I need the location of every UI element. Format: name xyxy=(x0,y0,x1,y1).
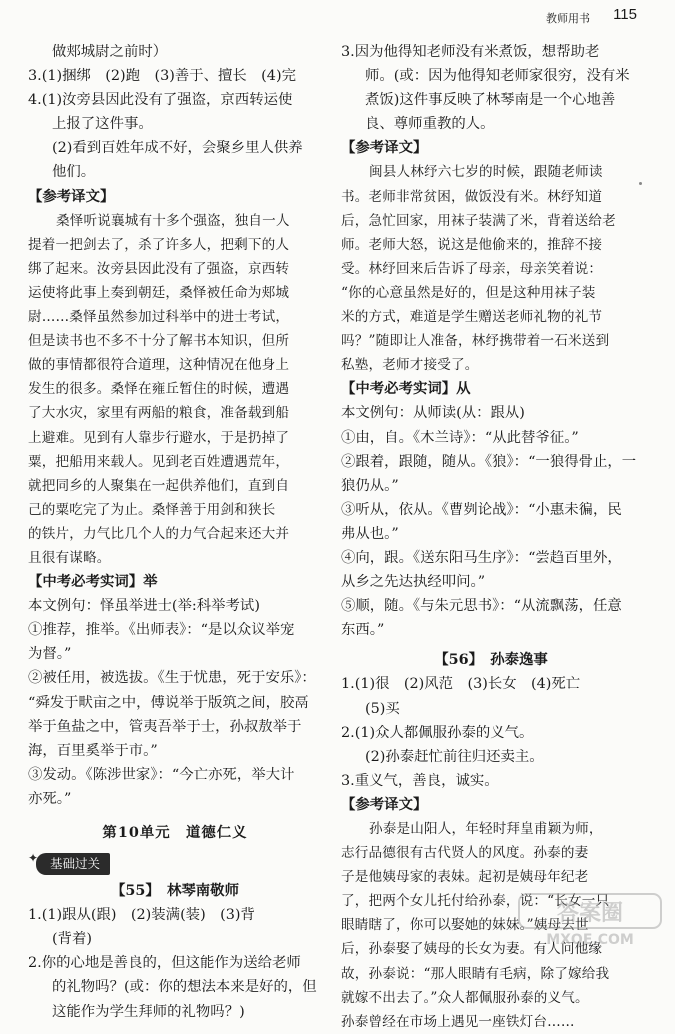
vocab-line: 举于鱼盐之中，管夷吾举于士，孙叔敖举于 xyxy=(28,718,302,735)
answer-line: 3.重义气，善良，诚实。 xyxy=(341,772,499,789)
translation-line: 且很有谋略。 xyxy=(28,549,111,566)
vocab-line: 为督。” xyxy=(28,646,72,663)
vocab-line: ②被任用，被选拔。《生于忧患，死于安乐》： xyxy=(28,670,316,687)
vocab-line: ③听从，依从。《曹刿论战》：“小惠未徧，民 xyxy=(341,501,622,518)
translation-line: 尉……桑怿虽然参加过科举中的进士考试， xyxy=(28,309,290,326)
answer-line: 1.(1)跟从(跟) (2)装满(装) (3)背 xyxy=(28,907,255,924)
answer-line: 3.(1)捆绑 (2)跑 (3)善于、擅长 (4)完 xyxy=(28,68,296,85)
right-column xyxy=(341,40,641,1034)
section-heading: 【参考译文】 xyxy=(28,187,115,205)
translation-line: “你的心意虽然是好的，但是这种用袜子装 xyxy=(341,284,596,301)
answer-line: (背着) xyxy=(52,931,93,948)
vocab-line: 本文例句：从师读(从：跟从) xyxy=(341,405,525,422)
answer-line: (5)买 xyxy=(365,700,400,717)
translation-line: 绑了起来。汝旁县因此没有了强盗，京西转 xyxy=(28,260,290,277)
answer-line: 师。(或：因为他得知老师家很穷，没有米 xyxy=(365,68,630,85)
left-column xyxy=(28,40,322,1024)
translation-line: 后，急忙回家，用袜子装满了米，背着送给老 xyxy=(341,212,616,229)
answer-line: 的礼物吗？(或：你的想法本来是好的，但 xyxy=(52,979,317,996)
vocab-line: 从乡之先达执经叩问。” xyxy=(341,574,486,591)
translation-line: 眼睛瞎了，你可以娶她的妹妹。”姨母去世 xyxy=(341,917,589,934)
translation-line: 闽县人林纾六七岁的时候，跟随老师读 xyxy=(369,164,603,181)
answer-line: (2)孙泰赶忙前往归还卖主。 xyxy=(365,748,544,765)
section-badge xyxy=(28,851,110,875)
translation-line: 做的事情都很符合道理，这种情况在他身上 xyxy=(28,357,290,374)
section-heading: 【中考必考实词】从 xyxy=(341,380,471,398)
answer-line: 煮饭)这件事反映了林琴南是一个心地善 xyxy=(365,92,616,109)
vocab-line: ⑤顺，随。《与朱元思书》：“从流飘荡，任意 xyxy=(341,598,622,615)
badge-sparkle-icon: ✦ xyxy=(28,851,39,866)
vocab-line: 亦死。” xyxy=(28,790,72,807)
translation-line: 故，孙泰说：“那人眼睛有毛病，除了嫁给我 xyxy=(341,965,610,982)
page-number: 115 xyxy=(613,6,637,23)
page-header xyxy=(0,0,675,30)
translation-line: 书。老师非常贫困，做饭没有米。林纾知道 xyxy=(341,188,603,205)
vocab-line: ③发动。《陈涉世家》：“今亡亦死，举大计 xyxy=(28,766,295,783)
vocab-line: 弗从也。” xyxy=(341,525,399,542)
watermark-logo xyxy=(515,890,665,950)
answer-line: 3.因为他得知老师没有米煮饭，想帮助老 xyxy=(341,44,600,60)
svg-text:MXQE.COM: MXQE.COM xyxy=(546,932,634,948)
answer-line: 1.(1)很 (2)风范 (3)长女 (4)死亡 xyxy=(341,676,581,693)
vocab-line: 东西。” xyxy=(341,622,385,639)
translation-line: 发生的很多。桑怿在雍丘暂住的时候，遭遇 xyxy=(28,381,290,398)
translation-line: 孙泰是山阳人，年轻时拜皇甫颖为师， xyxy=(369,821,603,837)
vocab-line: “舜发于畎亩之中，傅说举于版筑之间，胶鬲 xyxy=(28,694,309,711)
answer-line: 2.(1)众人都佩服孙泰的义气。 xyxy=(341,724,534,741)
svg-text:答案圈: 答案圈 xyxy=(556,901,624,926)
translation-line: 吗？”随即让人准备，林纾携带着一石米送到 xyxy=(341,333,610,350)
section-heading: 【中考必考实词】举 xyxy=(28,573,158,591)
translation-line: 子是他姨母家的表妹。起初是姨母年纪老 xyxy=(341,869,589,886)
translation-line: 运使将此事上奏到朝廷，桑怿被任命为郏城 xyxy=(28,284,290,301)
translation-line: 米的方式，难道是学生赠送老师礼物的礼节 xyxy=(341,309,603,326)
translation-line: 的铁片，力气比几个人的力气合起来还大并 xyxy=(28,525,290,542)
translation-line: 志行品德很有古代贤人的风度。孙泰的妻 xyxy=(341,845,589,862)
translation-line: 但是读书也不多不十分了解书本知识，但所 xyxy=(28,333,290,350)
vocab-line: 本文例句：怿虽举进士(举:科举考试) xyxy=(28,598,260,615)
answer-line: 4.(1)汝旁县因此没有了强盗，京西转运使 xyxy=(28,92,293,109)
vocab-line: ②跟着，跟随，随从。《狼》：“一狼得骨止，一 xyxy=(341,453,637,470)
translation-line: 己的粟吃完了为止。桑怿善于用剑和狭长 xyxy=(28,501,276,518)
answer-line: 他们。 xyxy=(52,164,96,181)
answer-line: 2.你的心地是善良的，但这能作为送给老师 xyxy=(28,955,301,972)
answer-line: 上报了这件事。 xyxy=(52,116,153,133)
answer-line: 这能作为学生拜师的礼物吗？) xyxy=(52,1003,245,1020)
translation-line: 上避难。见到有人靠步行避水，于是扔掉了 xyxy=(28,429,290,446)
vocab-line: 海，百里奚举于市。” xyxy=(28,742,158,759)
lesson-title: 【56】 孙泰逸事 xyxy=(434,651,548,669)
answer-line: 良、尊师重教的人。 xyxy=(365,116,495,133)
section-heading: 【参考译文】 xyxy=(341,139,428,157)
vocab-line: ④向，跟。《送东阳马生序》：“尝趋百里外， xyxy=(341,549,622,566)
translation-line: 私塾，老师才接受了。 xyxy=(341,357,479,374)
vocab-line: ①由，自。《木兰诗》：“从此替爷征。” xyxy=(341,429,579,446)
badge-label: 基础过关 xyxy=(50,856,101,872)
translation-line: 了大水灾，家里有两船的粮食，准备载到船 xyxy=(28,405,290,422)
translation-line: 受。林纾回来后告诉了母亲，母亲笑着说： xyxy=(341,260,603,277)
header-label: 教师用书 xyxy=(546,12,590,25)
vocab-line: 狼仍从。” xyxy=(341,477,399,494)
answer-line: (2)看到百姓年成不好，会聚乡里人供养 xyxy=(52,140,303,157)
translation-line: 了，把两个女儿托付给孙泰，说：“长女一只 xyxy=(341,893,610,910)
translation-line: 就把同乡的人聚集在一起供养他们，直到自 xyxy=(28,477,290,494)
unit-title: 第10单元 道德仁义 xyxy=(102,824,248,841)
translation-line: 提着一把剑去了，杀了许多人，把剩下的人 xyxy=(28,236,290,253)
translation-line: 师。老师大怒，说这是他偷来的，推辞不接 xyxy=(341,236,603,253)
translation-line: 就嫁不出去了。”众人都佩服孙泰的义气。 xyxy=(341,989,589,1006)
section-heading: 【参考译文】 xyxy=(341,795,428,813)
translation-line: 粟，把船用来载人。见到老百姓遭遇荒年， xyxy=(28,453,290,470)
translation-line: 桑怿听说襄城有十多个强盗，独自一人 xyxy=(56,212,290,229)
vocab-line: ①推荐，推举。《出师表》：“是以众议举宠 xyxy=(28,622,295,639)
translation-line: 后，孙泰娶了姨母的长女为妻。有人问他缘 xyxy=(341,941,603,958)
translation-line: 孙泰曾经在市场上遇见一座铁灯台…… xyxy=(341,1013,575,1030)
lesson-title: 【55】 林琴南敬师 xyxy=(111,882,239,900)
answer-line: 做郏城尉之前时） xyxy=(52,44,168,60)
